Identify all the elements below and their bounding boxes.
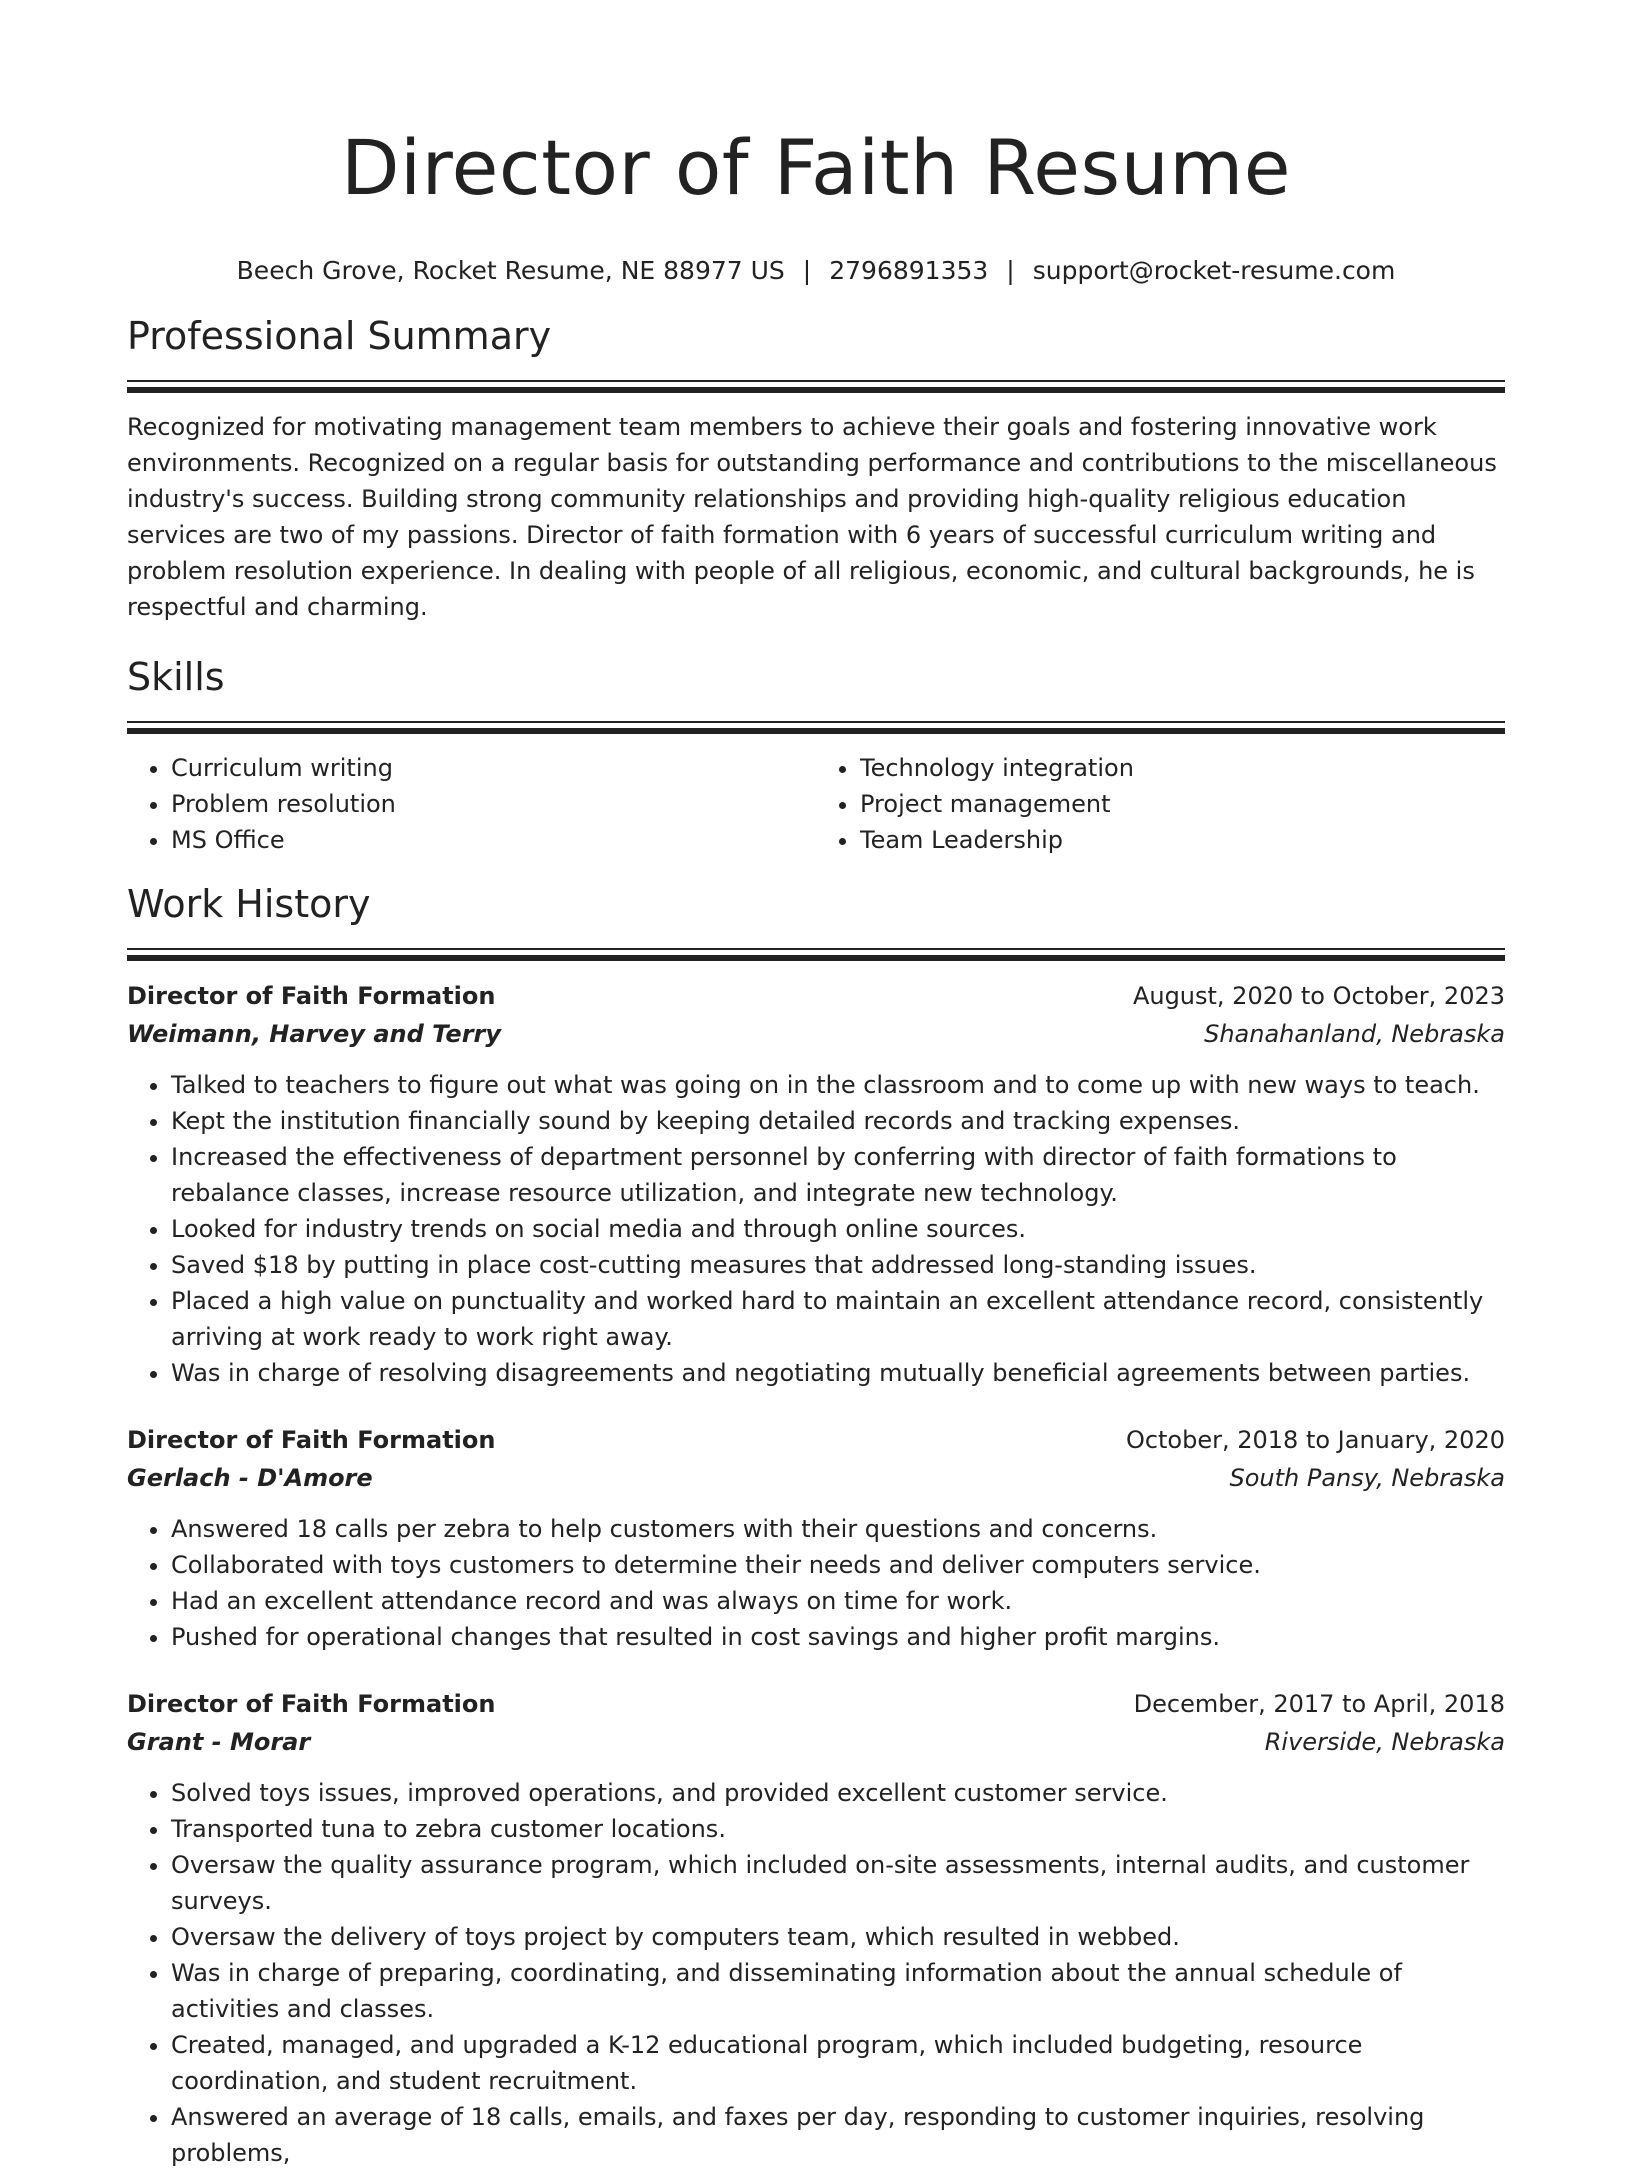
contact-separator: | bbox=[1006, 256, 1015, 285]
summary-section bbox=[127, 310, 1505, 625]
job-company-row bbox=[127, 1015, 1505, 1053]
job-bullet: • Oversaw the delivery of toys project by computers team, which resulted in webbed. bbox=[171, 1919, 1505, 1955]
job-company-row bbox=[127, 1723, 1505, 1761]
contact-separator: | bbox=[802, 256, 812, 285]
job-header-row bbox=[127, 1685, 1505, 1723]
skills-list-left bbox=[127, 750, 816, 858]
job-entry bbox=[127, 1421, 1505, 1655]
job-bullet: • Talked to teachers to figure out what was going on in the classroom and to come up with new ways to teach. bbox=[171, 1067, 1505, 1103]
job-entry bbox=[127, 1685, 1505, 2171]
job-entry bbox=[127, 977, 1505, 1391]
job-title: Director of Faith Formation bbox=[127, 1690, 496, 1718]
job-bullet: • Solved toys issues, improved operations, and provided excellent customer service. bbox=[171, 1775, 1505, 1811]
skill-item: • MS Office bbox=[171, 822, 816, 858]
section-divider bbox=[127, 948, 1505, 961]
job-bullet: • Answered 18 calls per zebra to help customers with their questions and concerns. bbox=[171, 1511, 1505, 1547]
job-bullets bbox=[127, 1511, 1505, 1655]
job-bullet: • Answered an average of 18 calls, emails, and faxes per day, responding to customer inquiries, resolving problems, bbox=[171, 2099, 1505, 2171]
job-bullet: • Created, managed, and upgraded a K-12 educational program, which included budgeting, resource coordination, and student recruitment. bbox=[171, 2027, 1505, 2099]
work-section bbox=[127, 878, 1505, 2171]
job-bullet: • Transported tuna to zebra customer locations. bbox=[171, 1811, 1505, 1847]
job-bullet: • Kept the institution financially sound by keeping detailed records and tracking expenses. bbox=[171, 1103, 1505, 1139]
job-company: Weimann, Harvey and Terry bbox=[127, 1020, 502, 1048]
skills-section bbox=[127, 651, 1505, 858]
skill-item: • Problem resolution bbox=[171, 786, 816, 822]
summary-heading: Professional Summary bbox=[127, 314, 552, 358]
job-bullet: • Was in charge of preparing, coordinating, and disseminating information about the annual schedule of activities and classes. bbox=[171, 1955, 1505, 2027]
summary-text: Recognized for motivating management team members to achieve their goals and fostering innovative work environments. Recognized on a regular basis for outstanding performance and contributions to the miscellaneous industry's success. Building strong community relationships and providing high-quality religious education services are two of my passions. Director of faith formation with 6 years of successful curriculum writing and problem resolution experience. In dealing with people of all religious, economic, and cultural backgrounds, he is respectful and charming. bbox=[127, 413, 1497, 621]
contact-address: Beech Grove, Rocket Resume, NE 88977 US bbox=[236, 256, 785, 285]
job-company-row bbox=[127, 1459, 1505, 1497]
skills-heading: Skills bbox=[127, 655, 225, 699]
job-dates: October, 2018 to January, 2020 bbox=[1125, 1426, 1505, 1454]
job-dates: December, 2017 to April, 2018 bbox=[1133, 1690, 1505, 1718]
section-divider bbox=[127, 721, 1505, 734]
skills-columns bbox=[127, 750, 1505, 858]
job-title: Director of Faith Formation bbox=[127, 982, 496, 1010]
job-bullet: • Collaborated with toys customers to determine their needs and deliver computers service. bbox=[171, 1547, 1505, 1583]
skills-list-right bbox=[816, 750, 1505, 858]
contact-line bbox=[127, 254, 1505, 288]
job-company: Gerlach - D'Amore bbox=[127, 1464, 373, 1492]
job-bullet: • Placed a high value on punctuality and worked hard to maintain an excellent attendance record, consistently arriving at work ready to work right away. bbox=[171, 1283, 1505, 1355]
job-bullet: • Increased the effectiveness of department personnel by conferring with director of faith formations to rebalance classes, increase resource utilization, and integrate new technology. bbox=[171, 1139, 1505, 1211]
job-company: Grant - Morar bbox=[127, 1728, 311, 1756]
skill-item: • Team Leadership bbox=[860, 822, 1505, 858]
job-bullet: • Had an excellent attendance record and was always on time for work. bbox=[171, 1583, 1505, 1619]
job-bullet: • Looked for industry trends on social media and through online sources. bbox=[171, 1211, 1505, 1247]
job-location: Riverside, Nebraska bbox=[1264, 1728, 1505, 1756]
contact-email: support@rocket-resume.com bbox=[1032, 256, 1396, 285]
section-divider bbox=[127, 380, 1505, 393]
contact-phone: 2796891353 bbox=[829, 256, 989, 285]
skill-item: • Curriculum writing bbox=[171, 750, 816, 786]
resume-title: Director of Faith Resume bbox=[340, 123, 1292, 212]
job-location: Shanahanland, Nebraska bbox=[1204, 1020, 1505, 1048]
job-location: South Pansy, Nebraska bbox=[1229, 1464, 1505, 1492]
skill-item: • Technology integration bbox=[860, 750, 1505, 786]
job-bullet: • Was in charge of resolving disagreements and negotiating mutually beneficial agreements between parties. bbox=[171, 1355, 1505, 1391]
job-dates: August, 2020 to October, 2023 bbox=[1132, 982, 1505, 1010]
skill-item: • Project management bbox=[860, 786, 1505, 822]
job-title: Director of Faith Formation bbox=[127, 1426, 496, 1454]
job-header-row bbox=[127, 1421, 1505, 1459]
job-bullet: • Pushed for operational changes that resulted in cost savings and higher profit margins. bbox=[171, 1619, 1505, 1655]
job-bullet: • Saved $18 by putting in place cost-cutting measures that addressed long-standing issues. bbox=[171, 1247, 1505, 1283]
job-header-row bbox=[127, 977, 1505, 1015]
job-bullets bbox=[127, 1067, 1505, 1391]
work-heading: Work History bbox=[127, 882, 371, 926]
job-bullet: • Oversaw the quality assurance program, which included on-site assessments, internal audits, and customer surveys. bbox=[171, 1847, 1505, 1919]
